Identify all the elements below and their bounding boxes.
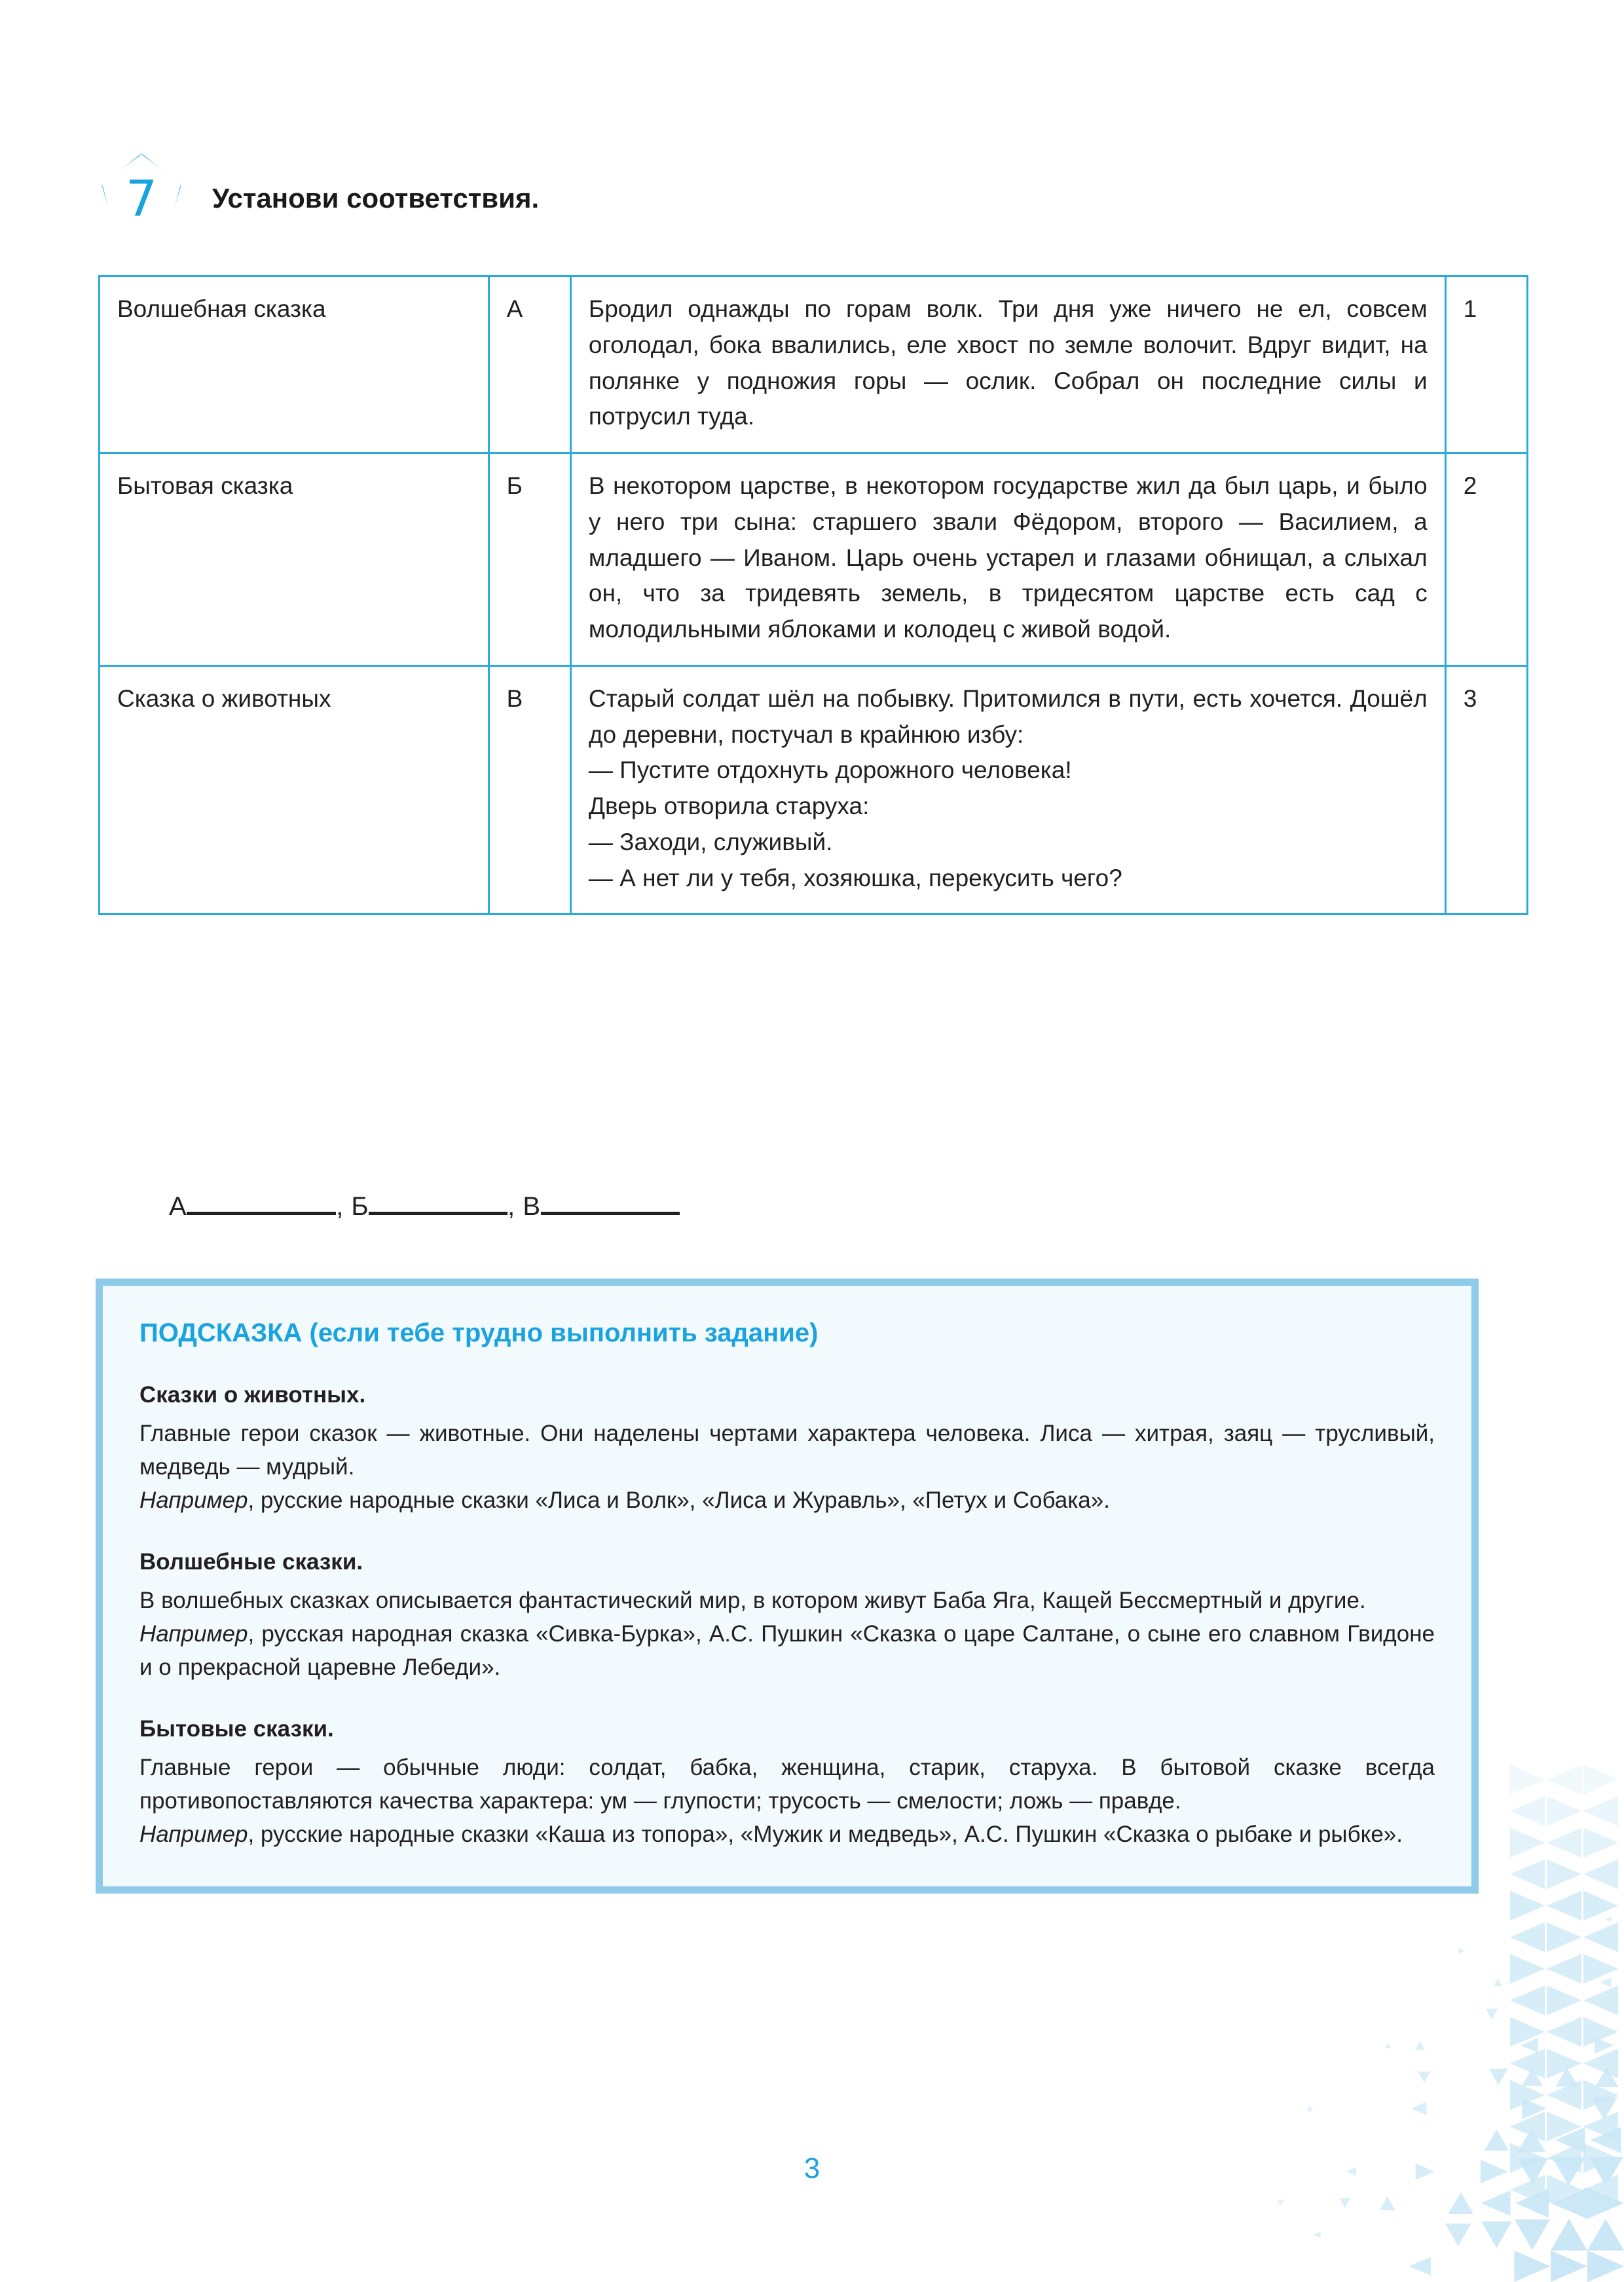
hint-heading: Бытовые сказки. [139,1715,334,1742]
hint-example-word: Например [139,1620,248,1647]
excerpt-line: Дверь отворила старуха: [588,793,870,819]
answer-blank-b[interactable] [369,1212,507,1215]
tale-type-label: Волшебная сказка [100,276,489,453]
hint-example-word: Например [139,1487,248,1513]
hint-example [139,1617,1435,1684]
tale-type-label: Бытовая сказка [100,453,489,666]
task-number-badge [98,149,185,248]
row-letter: А [489,276,570,453]
excerpt-line: — Пустите отдохнуть дорожного человека! [588,757,1072,784]
excerpt-line: Старый солдат шёл на побывку. Притомился в пути, есть хочется. Дошёл до деревни, постучал в крайнюю избу: [588,684,1428,748]
answer-blank-c[interactable] [541,1212,680,1215]
hint-example-rest: , русские народные сказки «Лиса и Волк», «Лиса и Журавль», «Петух и Собака». [248,1487,1110,1513]
excerpt-line: — А нет ли у тебя, хозяюшка, перекусить чего? [588,864,1122,891]
answer-separator: , [336,1192,352,1221]
tale-excerpt: Бродил однажды по горам волк. Три дня уже ничего не ел, совсем оголодал, бока ввалились, еле хвост по земле волочит. Вдруг видит, на полянке у подножия горы — ослик. Собрал он последние силы и потрусил туда. [570,276,1445,453]
hint-example [139,1484,1435,1517]
hint-title: ПОДСКАЗКА (если тебе трудно выполнить задание) [139,1319,819,1347]
hint-body: В волшебных сказках описывается фантастический мир, в котором живут Баба Яга, Кащей Бессмертный и другие. [139,1587,1366,1613]
matching-table [98,275,1528,915]
row-letter: В [489,665,570,914]
hint-example-rest: , русская народная сказка «Сивка-Бурка», А.С. Пушкин «Сказка о царе Салтане, о сыне его славном Гвидоне и о прекрасной царевне Лебеди». [139,1620,1435,1680]
row-number: 2 [1445,453,1527,666]
table-row [100,453,1528,666]
hint-example-word: Например [139,1821,248,1847]
task-title: Установи соответствия. [212,183,540,214]
hint-section [139,1546,1435,1684]
task-number: 7 [125,169,158,228]
answer-blank-a[interactable] [187,1212,336,1215]
hint-example [139,1818,1435,1851]
table-row [100,665,1528,914]
hint-heading: Сказки о животных. [139,1382,366,1408]
row-letter: Б [489,453,570,666]
answer-separator: , [507,1192,523,1221]
hint-heading: Волшебные сказки. [139,1548,363,1575]
page-number: 3 [803,2152,821,2184]
task-header [98,149,539,248]
tale-type-label: Сказка о животных [100,665,489,914]
tale-excerpt-multiline [570,665,1445,914]
tale-excerpt: В некотором царстве, в некотором государстве жил да был царь, и было у него три сына: старшего звали Фёдором, второго — Василием, а младшего — Иваном. Царь очень устарел и глазами обнищал, а слыхал он, что за тридевять земель, в тридесятом царстве есть сад с молодильными яблоками и колодец с живой водой. [570,453,1445,666]
hint-box [96,1279,1479,1894]
excerpt-line: — Заходи, служивый. [588,828,833,855]
row-number: 1 [1445,276,1527,453]
answer-label-c: В [523,1192,541,1221]
answer-label-b: Б [351,1192,369,1221]
answer-line [169,1192,680,1222]
hint-section [139,1379,1435,1517]
hint-body: Главные герои сказок — животные. Они наделены чертами характера человека. Лиса — хитрая, заяц — трусливый, медведь — мудрый. [139,1420,1435,1480]
hint-section [139,1713,1435,1851]
row-number: 3 [1445,665,1527,914]
hint-body: Главные герои — обычные люди: солдат, бабка, женщина, старик, старуха. В бытовой сказке всегда противопоставляются качества характера: ум — глупости; трусость — смелости; ложь — правде. [139,1754,1435,1814]
answer-label-a: А [169,1192,187,1221]
table-row [100,276,1528,453]
hint-example-rest: , русские народные сказки «Каша из топора», «Мужик и медведь», А.С. Пушкин «Сказка о рыбаке и рыбке». [248,1821,1403,1847]
